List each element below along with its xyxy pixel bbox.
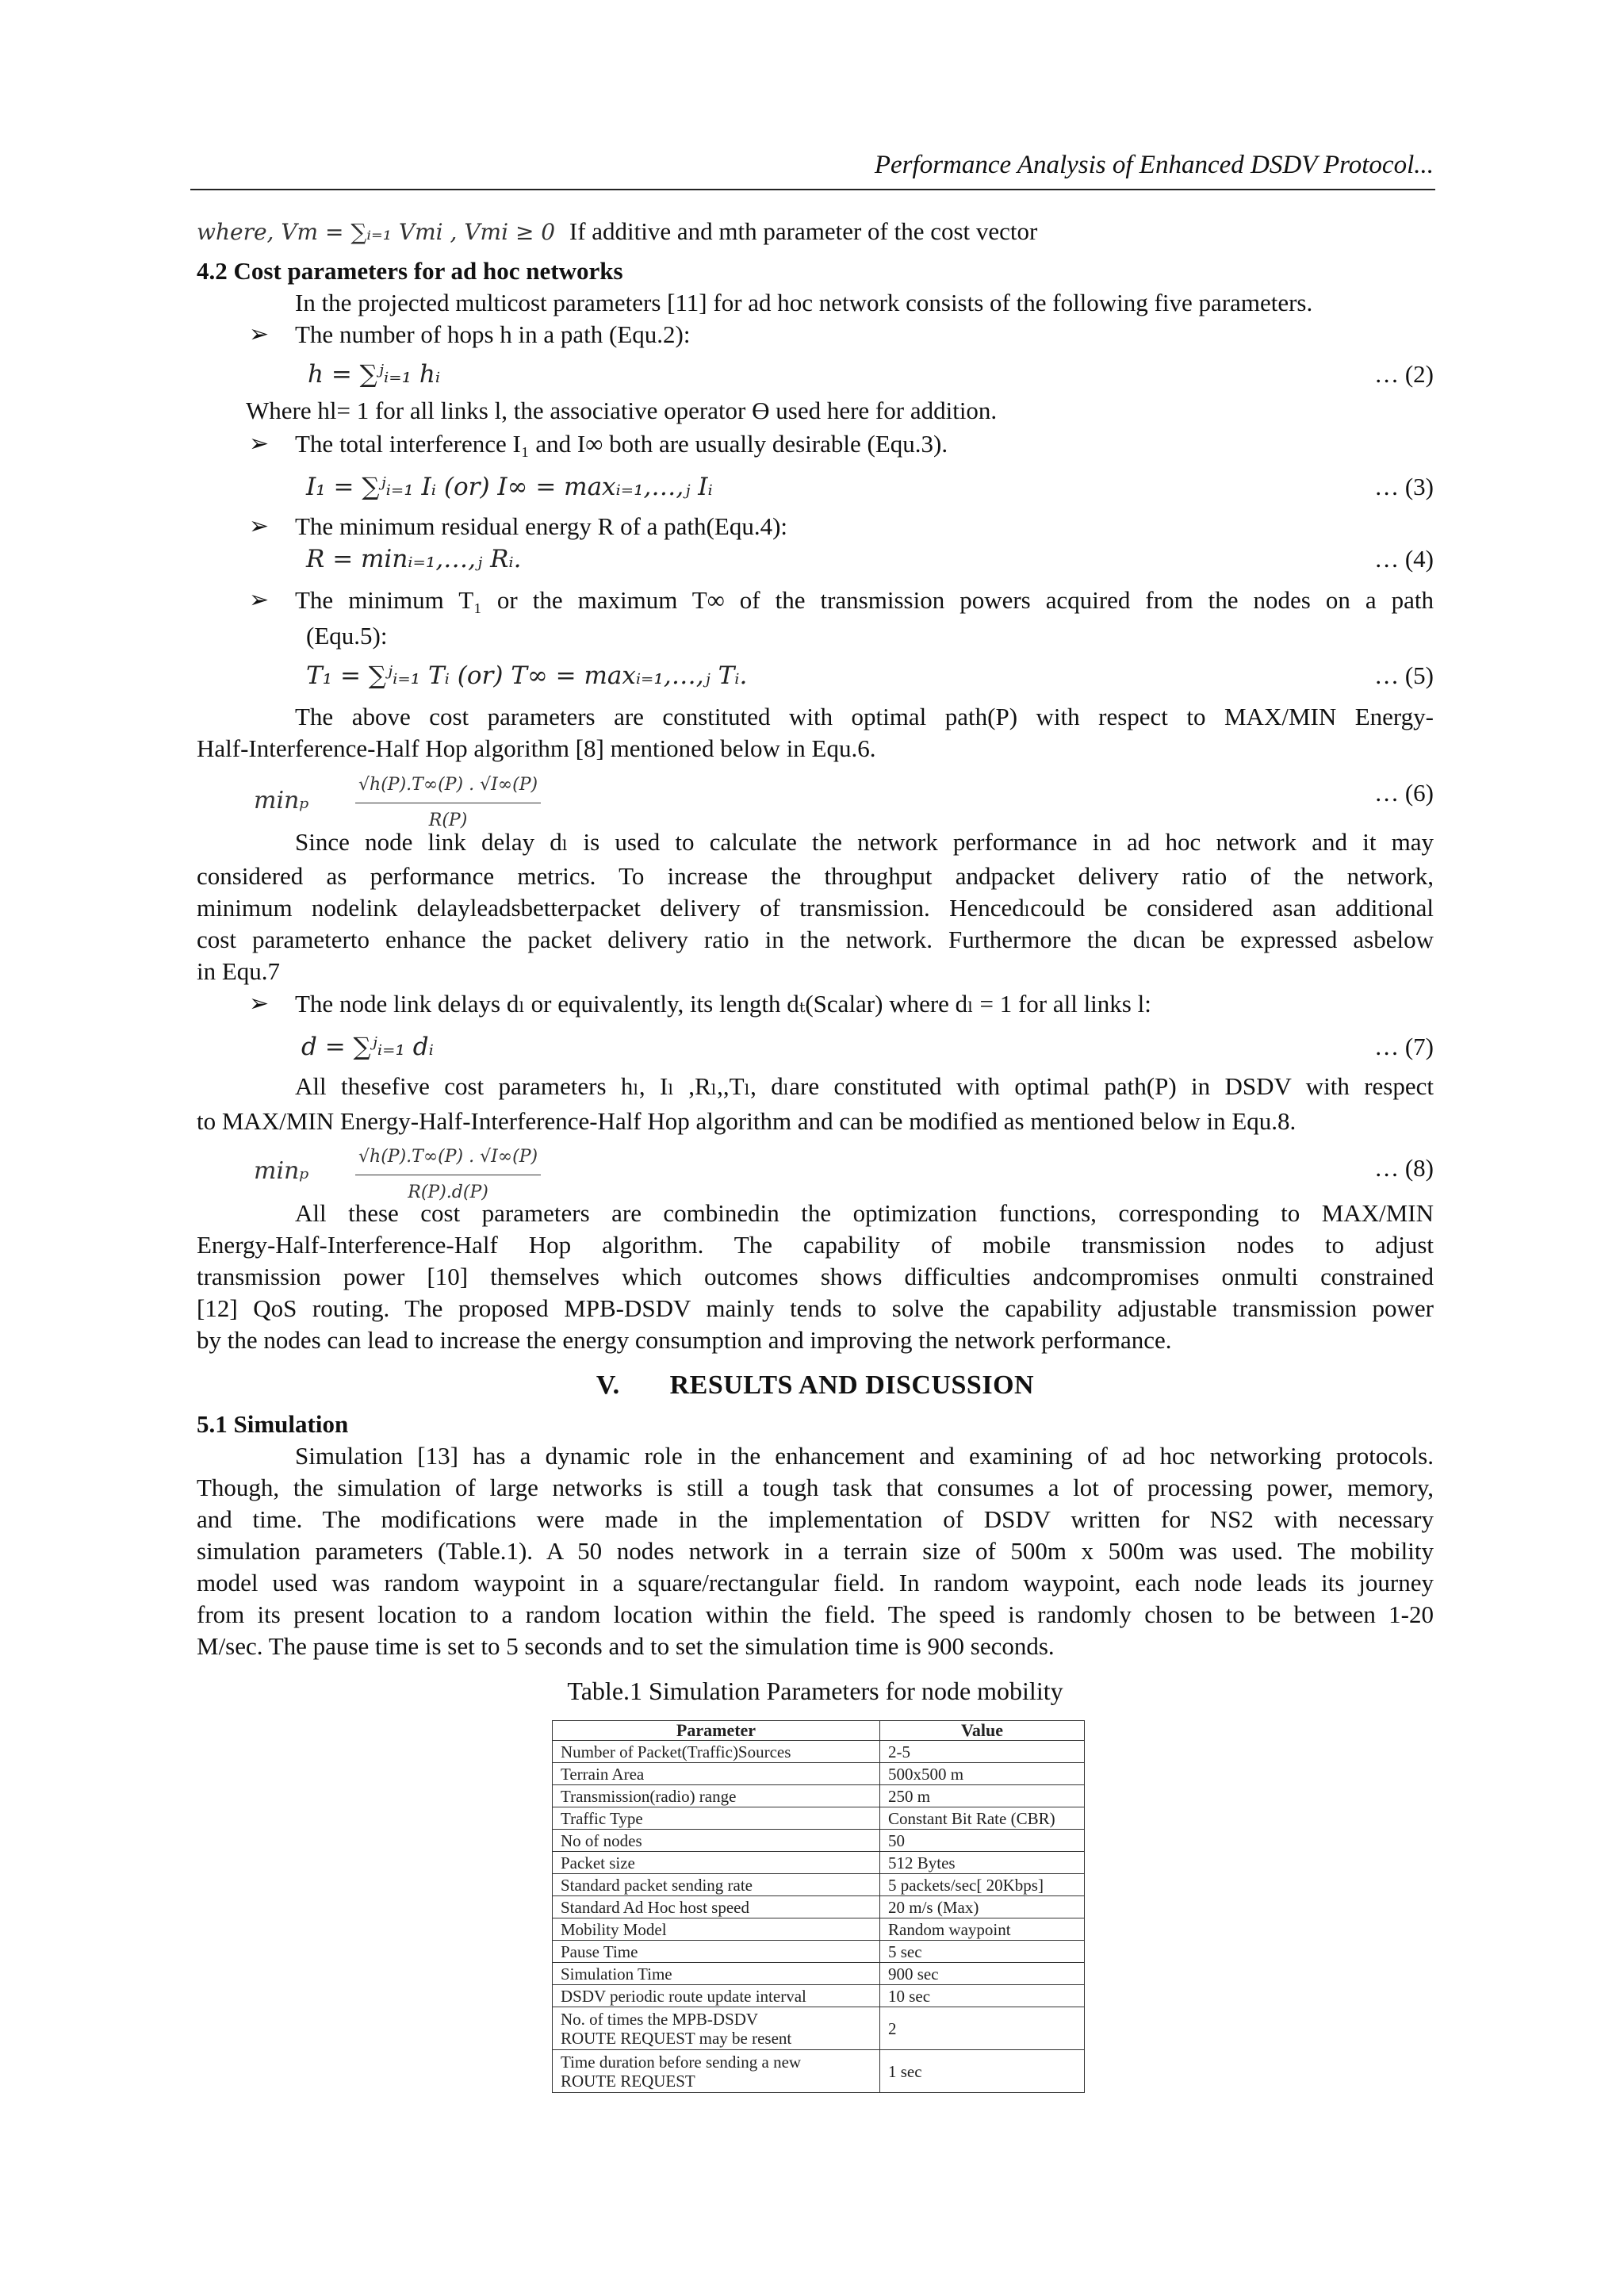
simulation-parameters-table xyxy=(552,1720,1085,2093)
equation-6-row xyxy=(197,775,1434,830)
paragraph-line: Since node link delay dₗ is used to calculate the network performance in ad hoc network and it may xyxy=(295,828,1434,856)
parameter-cell: Number of Packet(Traffic)Sources xyxy=(553,1741,880,1763)
paragraph-line: cost parameterto enhance the packet delivery ratio in the network. Furthermore the dₗcan be expressed asbelow xyxy=(197,926,1434,953)
value-cell: Random waypoint xyxy=(880,1918,1085,1941)
equation-5: T₁ = ∑ʲᵢ₌₁ Tᵢ (or) T∞ = maxᵢ₌₁,…,ⱼ Tᵢ. xyxy=(306,661,748,690)
parameter-cell: Pause Time xyxy=(553,1941,880,1963)
paragraph-line: The above cost parameters are constituted with optimal path(P) with respect to MAX/MIN Energy- xyxy=(295,703,1434,730)
equation-number: … (7) xyxy=(1374,1033,1434,1060)
parameter-cell: No of nodes xyxy=(553,1830,880,1852)
value-cell: 5 sec xyxy=(880,1941,1085,1963)
fraction-denominator: R(P).d(P) xyxy=(408,1182,488,1202)
where-hl-text: Where hl= 1 for all links l, the associative operator ϴ used here for addition. xyxy=(246,397,998,424)
table-row xyxy=(553,1874,1085,1896)
value-cell: 900 sec xyxy=(880,1963,1085,1985)
paragraph-line: from its present location to a random location within the field. The speed is randomly chosen to be between 1-20 xyxy=(197,1600,1434,1628)
table-row xyxy=(553,1807,1085,1830)
parameter-cell: Terrain Area xyxy=(553,1763,880,1785)
table-row xyxy=(553,1852,1085,1874)
table-row xyxy=(553,1785,1085,1807)
header-rule xyxy=(190,189,1435,190)
fraction-numerator: √h(P).T∞(P) . √I∞(P) xyxy=(355,769,541,803)
table-row xyxy=(553,1918,1085,1941)
paragraph-line: [12] QoS routing. The proposed MPB-DSDV mainly tends to solve the capability adjustable transmission power xyxy=(197,1294,1434,1322)
equation-number: … (6) xyxy=(1374,779,1434,807)
equation-6-min: minₚ xyxy=(254,787,309,815)
equation-8-min: minₚ xyxy=(254,1157,309,1185)
cost-vector-equation: where, Vm = ∑ᵢ₌₁ Vmi , Vmi ≥ 0 xyxy=(197,219,556,245)
paragraph-line: and time. The modifications were made in the implementation of DSDV written for NS2 with necessary xyxy=(197,1505,1434,1533)
parameter-cell: Simulation Time xyxy=(553,1963,880,1985)
equation-7: d = ∑ʲᵢ₌₁ dᵢ xyxy=(301,1033,434,1061)
paragraph-line: considered as performance metrics. To increase the throughput andpacket delivery ratio of the network, xyxy=(197,862,1434,890)
table-row xyxy=(553,2007,1085,2050)
parameter-cell: Mobility Model xyxy=(553,1918,880,1941)
value-cell: 1 sec xyxy=(880,2050,1085,2093)
arrow-bullet-icon: ➢ xyxy=(249,513,270,539)
bullet-text: The number of hops h in a path (Equ.2): xyxy=(295,320,691,348)
paragraph-line: Energy-Half-Interference-Half Hop algorithm. The capability of mobile transmission nodes to adjust xyxy=(197,1231,1434,1259)
equation-2: h = ∑ʲᵢ₌₁ hᵢ xyxy=(308,360,441,389)
cost-vector-text: If additive and mth parameter of the cost vector xyxy=(569,217,1038,245)
arrow-bullet-icon: ➢ xyxy=(249,991,270,1017)
table-header-row xyxy=(553,1721,1085,1741)
value-cell: 10 sec xyxy=(880,1985,1085,2007)
fraction-denominator: R(P) xyxy=(428,811,468,830)
parameter-cell: Standard packet sending rate xyxy=(553,1874,880,1896)
table-row xyxy=(553,1963,1085,1985)
bullet-text: The minimum residual energy R of a path(Equ.4): xyxy=(295,512,787,540)
value-cell: 2-5 xyxy=(880,1741,1085,1763)
value-cell: 50 xyxy=(880,1830,1085,1852)
table-row xyxy=(553,1830,1085,1852)
table-row xyxy=(553,1763,1085,1785)
paragraph-line: to MAX/MIN Energy-Half-Interference-Half Hop algorithm and can be modified as mentioned below in Equ.8. xyxy=(197,1107,1297,1135)
paragraph-line: Though, the simulation of large networks is still a tough task that consumes a lot of processing power, memory, xyxy=(197,1474,1434,1501)
paragraph-line: minimum nodelink delayleadsbetterpacket delivery of transmission. Hencedₗcould be considered asan additional xyxy=(197,894,1434,922)
arrow-bullet-icon: ➢ xyxy=(249,587,270,613)
bullet-text: The minimum T₁ or the maximum T∞ of the transmission powers acquired from the nodes on a path xyxy=(295,586,1434,614)
bullet-text: The node link delays dₗ or equivalently, its length dₜ(Scalar) where dₗ = 1 for all links l: xyxy=(295,990,1151,1018)
section-heading-v: V. RESULTS AND DISCUSSION xyxy=(596,1370,1035,1400)
value-cell: 500x500 m xyxy=(880,1763,1085,1785)
heading-4-2: 4.2 Cost parameters for ad hoc networks xyxy=(197,257,623,285)
table-row xyxy=(553,2050,1085,2093)
parameter-cell: Transmission(radio) range xyxy=(553,1785,880,1807)
arrow-bullet-icon: ➢ xyxy=(249,321,270,347)
equation-number: … (4) xyxy=(1374,545,1434,573)
paragraph-intro: In the projected multicost parameters [11] for ad hoc network consists of the following five parameters. xyxy=(295,289,1313,316)
table-row xyxy=(553,1896,1085,1918)
value-cell: 512 Bytes xyxy=(880,1852,1085,1874)
value-cell: 5 packets/sec[ 20Kbps] xyxy=(880,1874,1085,1896)
table-row xyxy=(553,1985,1085,2007)
value-cell: 250 m xyxy=(880,1785,1085,1807)
equation-8-row xyxy=(197,1147,1434,1202)
heading-5-1: 5.1 Simulation xyxy=(197,1410,349,1438)
bullet-text: The total interference I₁ and I∞ both are usually desirable (Equ.3). xyxy=(295,430,948,458)
cost-vector-line xyxy=(197,216,1434,248)
paragraph-line: Half-Interference-Half Hop algorithm [8] mentioned below in Equ.6. xyxy=(197,734,876,762)
paragraph-line: in Equ.7 xyxy=(197,957,281,985)
paragraph-line: All thesefive cost parameters hₗ, Iₗ ,Rₗ,,Tₗ, dₗare constituted with optimal path(P) in DSDV with respect xyxy=(295,1072,1434,1100)
paragraph-line: simulation parameters (Table.1). A 50 nodes network in a terrain size of 500m x 500m was used. The mobility xyxy=(197,1537,1434,1565)
equation-number: … (5) xyxy=(1374,661,1434,689)
equation-number: … (8) xyxy=(1374,1154,1434,1182)
paragraph-line: by the nodes can lead to increase the energy consumption and improving the network performance. xyxy=(197,1326,1172,1354)
table-row xyxy=(553,1741,1085,1763)
value-cell: 20 m/s (Max) xyxy=(880,1896,1085,1918)
arrow-bullet-icon: ➢ xyxy=(249,431,270,457)
paragraph-line: model used was random waypoint in a square/rectangular field. In random waypoint, each node leads its journey xyxy=(197,1569,1434,1596)
paragraph-line: M/sec. The pause time is set to 5 seconds and to set the simulation time is 900 seconds. xyxy=(197,1632,1055,1660)
bullet-continuation: (Equ.5): xyxy=(306,622,388,650)
table-row xyxy=(553,1941,1085,1963)
table-caption: Table.1 Simulation Parameters for node mobility xyxy=(567,1677,1063,1705)
equation-3: I₁ = ∑ʲᵢ₌₁ Iᵢ (or) I∞ = maxᵢ₌₁,…,ⱼ Iᵢ xyxy=(306,473,713,501)
parameter-cell: Packet size xyxy=(553,1852,880,1874)
fraction-numerator: √h(P).T∞(P) . √I∞(P) xyxy=(355,1141,541,1175)
equation-4: R = minᵢ₌₁,…,ⱼ Rᵢ. xyxy=(306,545,522,573)
parameter-cell: No. of times the MPB-DSDV ROUTE REQUEST may be resent xyxy=(553,2007,880,2050)
parameter-cell: Standard Ad Hoc host speed xyxy=(553,1896,880,1918)
column-header-value: Value xyxy=(880,1721,1085,1741)
paragraph-line: All these cost parameters are combinedin the optimization functions, corresponding to MAX/MIN xyxy=(295,1199,1434,1227)
value-cell: 2 xyxy=(880,2007,1085,2050)
bullet-item-power xyxy=(197,585,1434,616)
column-header-parameter: Parameter xyxy=(553,1721,880,1741)
equation-number: … (3) xyxy=(1374,473,1434,500)
parameter-cell: Time duration before sending a new ROUTE REQUEST xyxy=(553,2050,880,2093)
paragraph-line: transmission power [10] themselves which outcomes shows difficulties andcompromises onmulti constrained xyxy=(197,1263,1434,1290)
value-cell: Constant Bit Rate (CBR) xyxy=(880,1807,1085,1830)
parameter-cell: Traffic Type xyxy=(553,1807,880,1830)
parameter-cell: DSDV periodic route update interval xyxy=(553,1985,880,2007)
equation-number: … (2) xyxy=(1374,360,1434,388)
running-header: Performance Analysis of Enhanced DSDV Protocol... xyxy=(874,151,1434,179)
paragraph-line: Simulation [13] has a dynamic role in the enhancement and examining of ad hoc networking protocols. xyxy=(295,1442,1434,1470)
